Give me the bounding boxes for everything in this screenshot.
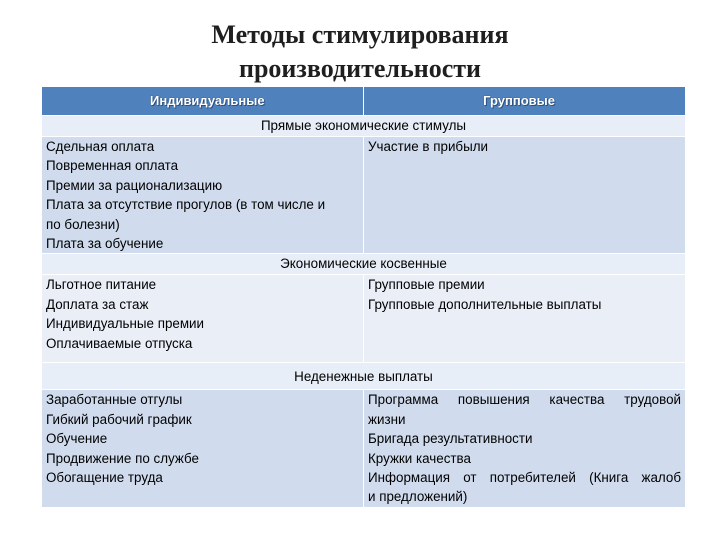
list-item: жизни [368, 411, 406, 427]
table-row [42, 275, 686, 363]
cell-group-nonmonetary [364, 390, 686, 507]
cell-individual-nonmonetary [42, 390, 364, 507]
page-title [0, 18, 720, 86]
cell-individual-direct [42, 137, 364, 254]
list-item: Премии за рационализацию [46, 177, 223, 193]
cell-group-indirect [364, 275, 686, 363]
list-item: Продвижение по службе [46, 450, 199, 466]
list-item: Плата за обучение [46, 236, 164, 252]
table-row [42, 137, 686, 254]
table-header-row [42, 87, 686, 116]
section-label-direct: Прямые экономические стимулы [42, 116, 686, 137]
list-item: Льготное питание [46, 277, 157, 293]
list-item: Сдельная оплата [46, 139, 155, 154]
list-item: Информация от потребителей (Книга жалоб [368, 470, 681, 486]
section-row-nonmonetary [42, 363, 686, 390]
list-item: Доплата за стаж [46, 296, 149, 312]
list-item: Повременная оплата [46, 158, 179, 174]
list-item: Гибкий рабочий график [46, 411, 192, 427]
list-item: Групповые дополнительные выплаты [368, 296, 602, 312]
cell-individual-indirect [42, 275, 364, 363]
list-item: Кружки качества [368, 450, 471, 466]
section-label-indirect: Экономические косвенные [42, 254, 686, 275]
list-item: Бригада результативности [368, 431, 533, 447]
cell-group-direct [364, 137, 686, 254]
page-title-line-1: Методы стимулирования [211, 20, 509, 49]
list-item: Обучение [46, 431, 108, 447]
list-item: Групповые премии [368, 277, 485, 293]
list-item: Заработанные отгулы [46, 392, 183, 408]
list-item: по болезни) [46, 216, 120, 232]
table-row [42, 390, 686, 507]
section-row-direct [42, 116, 686, 137]
list-item: Обогащение труда [46, 470, 163, 486]
list-item: Программа повышения качества трудовой [368, 392, 681, 408]
list-item: Индивидуальные премии [46, 316, 205, 332]
section-label-nonmonetary: Неденежные выплаты [42, 363, 686, 390]
list-item: Оплачиваемые отпуска [46, 335, 193, 351]
header-group: Групповые [364, 87, 686, 116]
section-row-indirect [42, 254, 686, 275]
list-item: Плата за отсутствие прогулов (в том числе и [46, 197, 326, 213]
methods-table [41, 86, 686, 508]
list-item: Участие в прибыли [368, 139, 489, 154]
list-item: и предложений) [368, 489, 468, 505]
page-title-line-2: производительности [238, 54, 482, 83]
header-individual: Индивидуальные [42, 87, 364, 116]
